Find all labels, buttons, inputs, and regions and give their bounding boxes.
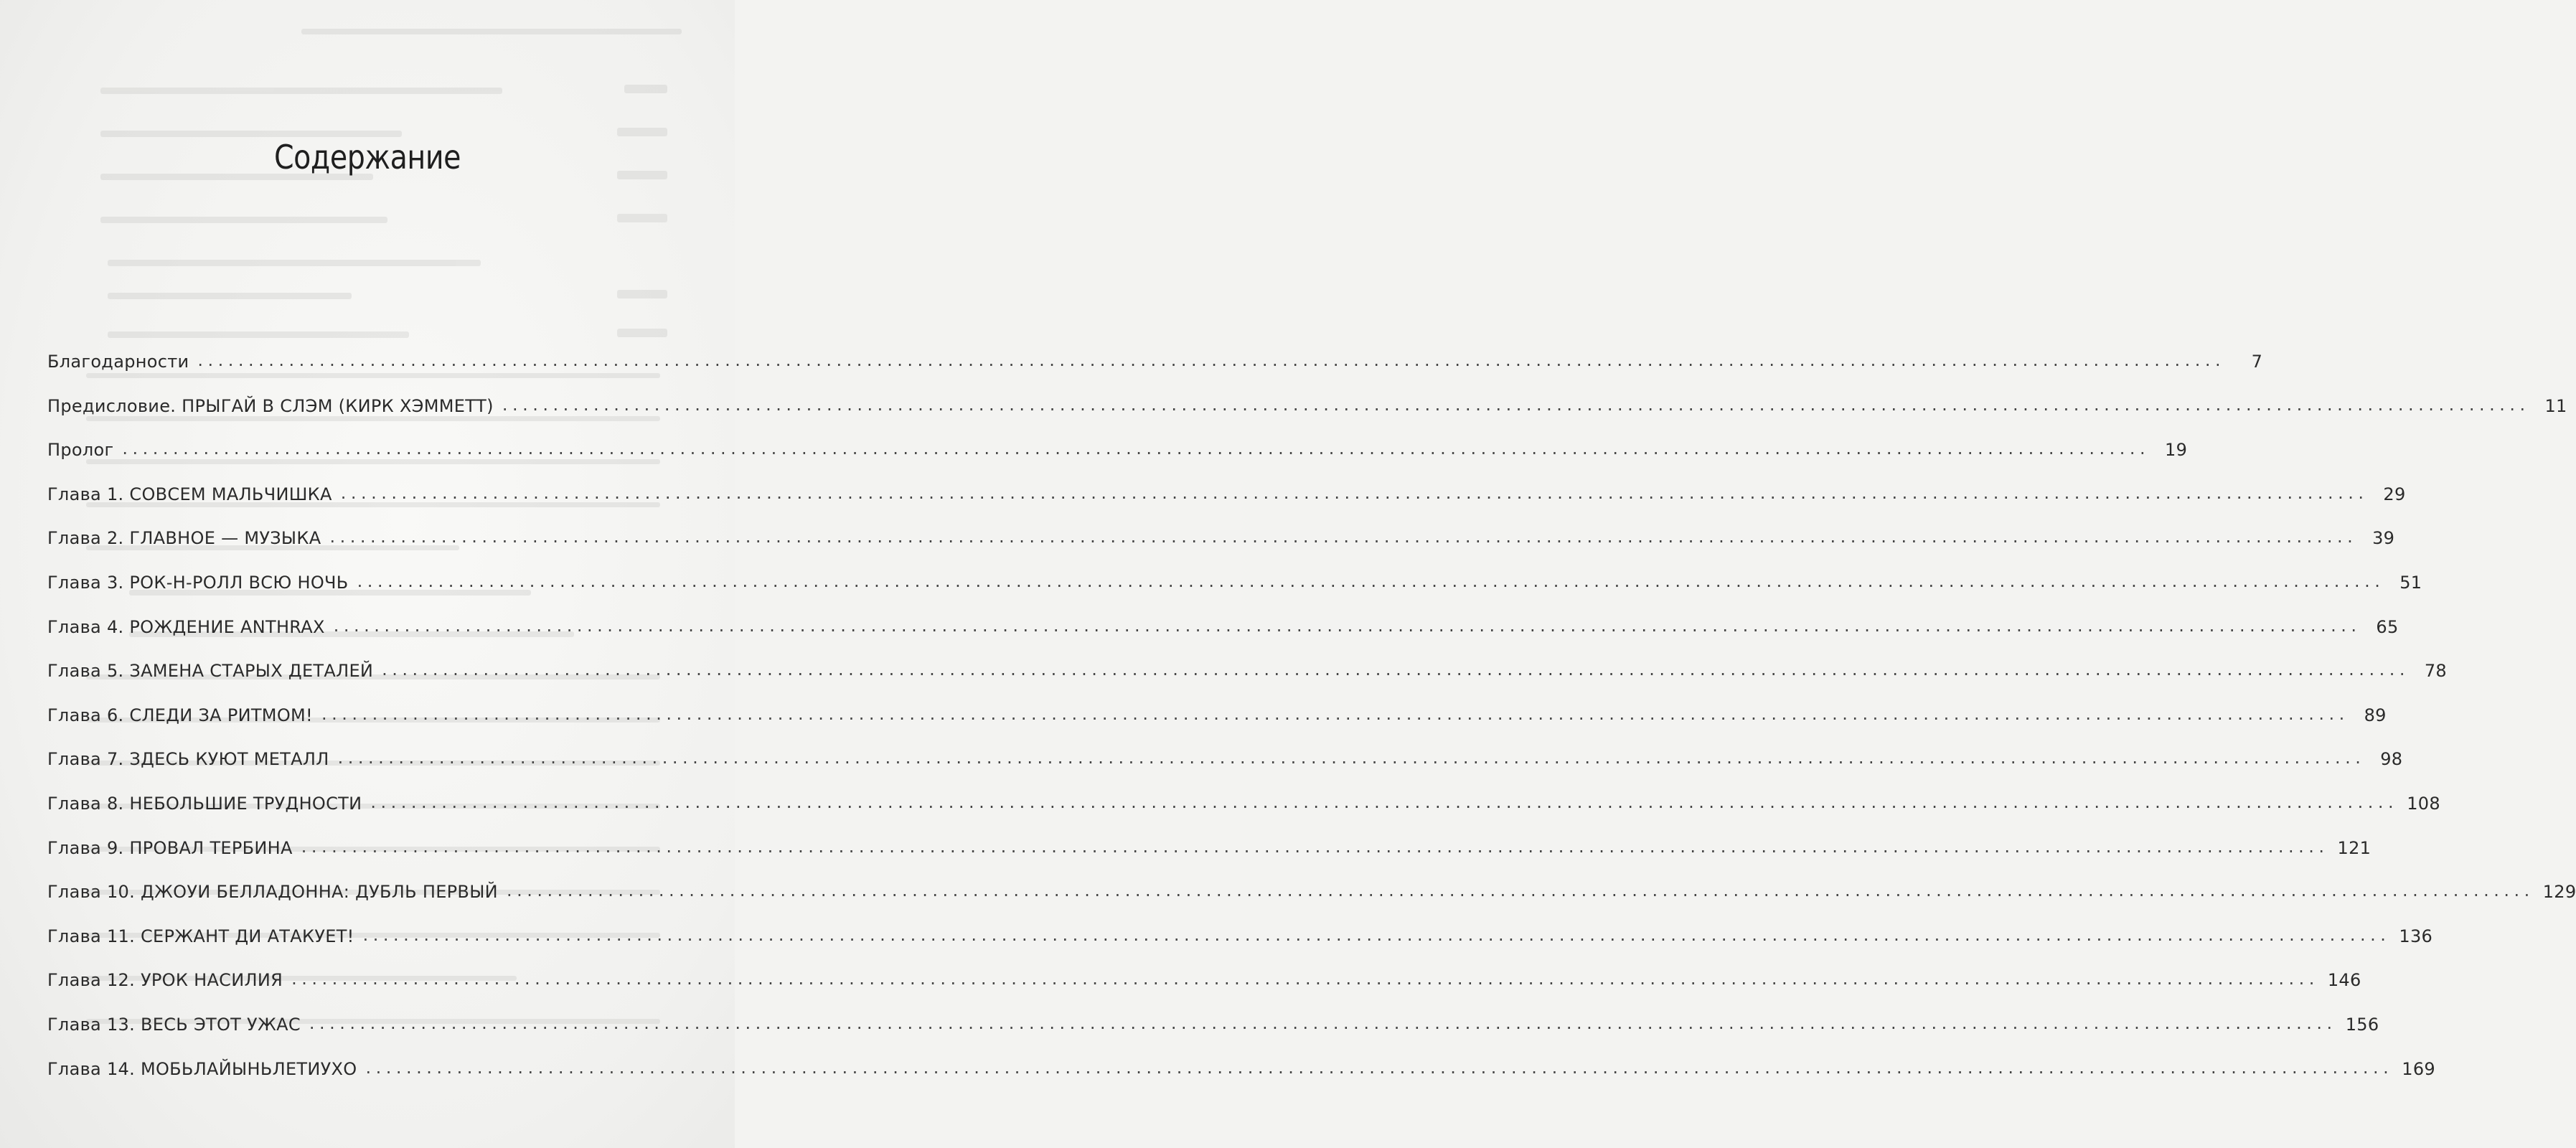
toc-dot-leader: ........................................................................................................................................................................................................ — [502, 394, 2530, 415]
toc-entry-title: Предисловие. ПРЫГАЙ В СЛЭМ (КИРК ХЭММЕТТ) — [47, 395, 494, 416]
toc-entry — [47, 438, 2188, 484]
toc-dot-leader: ........................................................................................................................................................................................................ — [340, 482, 2369, 503]
toc-entry-page: 19 — [2165, 440, 2188, 461]
toc-entry — [47, 1057, 2435, 1104]
toc-entry — [47, 570, 2422, 617]
toc-entry-title: Глава 8. НЕБОЛЬШИЕ ТРУДНОСТИ — [47, 793, 362, 814]
toc-entry-title: Глава 14. МОБЬЛАЙЫНЬЛЕТИУХО — [47, 1058, 357, 1079]
toc-entry-page: 169 — [2402, 1058, 2435, 1079]
toc-entry-title: Глава 10. ДЖОУИ БЕЛЛАДОННА: ДУБЛЬ ПЕРВЫЙ — [47, 882, 498, 903]
toc-entry-title: Глава 7. ЗДЕСЬ КУЮТ МЕТАЛЛ — [47, 749, 329, 770]
toc-entry — [47, 615, 2399, 662]
toc-entry-page: 98 — [2380, 749, 2403, 770]
toc-dot-leader: ........................................................................................................................................................................................................ — [309, 1012, 2337, 1033]
toc-dot-leader: ........................................................................................................................................................................................................ — [301, 836, 2329, 857]
toc-entry — [47, 924, 2433, 971]
toc-entry-page: 89 — [2364, 705, 2387, 725]
toc-entry-title: Глава 13. ВЕСЬ ЭТОТ УЖАС — [47, 1014, 301, 1035]
table-of-contents — [47, 350, 2576, 1103]
toc-entry-title: Глава 3. РОК-Н-РОЛЛ ВСЮ НОЧЬ — [47, 572, 349, 593]
toc-entry-page: 129 — [2542, 882, 2576, 903]
toc-entry — [47, 969, 2361, 1015]
toc-dot-leader: ........................................................................................................................................................................................................ — [357, 570, 2385, 591]
toc-entry — [47, 527, 2395, 573]
toc-entry — [47, 394, 2567, 441]
toc-entry — [47, 659, 2447, 705]
toc-entry-page: 51 — [2399, 572, 2422, 593]
toc-entry — [47, 880, 2576, 926]
toc-dot-leader: ........................................................................................................................................................................................................ — [329, 527, 2358, 547]
toc-entry — [47, 1012, 2379, 1059]
toc-entry-title: Глава 2. ГЛАВНОЕ — МУЗЫКА — [47, 528, 321, 549]
toc-entry-title: Глава 11. СЕРЖАНТ ДИ АТАКУЕТ! — [47, 926, 354, 946]
toc-dot-leader: ........................................................................................................................................................................................................ — [382, 659, 2410, 680]
toc-entry-title: Глава 9. ПРОВАЛ ТЕРБИНА — [47, 837, 293, 858]
toc-entry — [47, 703, 2387, 750]
toc-entry-page: 11 — [2544, 395, 2567, 416]
toc-dot-leader: ........................................................................................................................................................................................................ — [197, 350, 2226, 370]
toc-entry — [47, 482, 2406, 529]
toc-dot-leader: ........................................................................................................................................................................................................ — [122, 438, 2150, 459]
toc-entry-page: 146 — [2327, 970, 2361, 991]
toc-entry-title: Глава 1. СОВСЕМ МАЛЬЧИШКА — [47, 484, 332, 504]
toc-entry-title: Благодарности — [47, 352, 189, 372]
toc-dot-leader: ........................................................................................................................................................................................................ — [370, 791, 2399, 812]
toc-dot-leader: ........................................................................................................................................................................................................ — [321, 703, 2349, 724]
toc-entry-title: Глава 12. УРОК НАСИЛИЯ — [47, 970, 283, 991]
toc-dot-leader: ........................................................................................................................................................................................................ — [291, 969, 2319, 989]
toc-entry-page: 78 — [2424, 661, 2447, 682]
toc-dot-leader: ........................................................................................................................................................................................................ — [365, 1057, 2394, 1078]
toc-entry-page: 29 — [2383, 484, 2406, 504]
toc-entry-title: Глава 4. РОЖДЕНИЕ ANTHRAX — [47, 616, 325, 637]
toc-entry-page: 65 — [2376, 616, 2399, 637]
toc-dot-leader: ........................................................................................................................................................................................................ — [337, 748, 2366, 768]
toc-entry-title: Глава 6. СЛЕДИ ЗА РИТМОМ! — [47, 705, 313, 725]
toc-entry-page: 39 — [2372, 528, 2395, 549]
toc-entry-page: 156 — [2345, 1014, 2379, 1035]
toc-dot-leader: ........................................................................................................................................................................................................ — [506, 880, 2534, 901]
toc-dot-leader: ........................................................................................................................................................................................................ — [362, 924, 2391, 945]
toc-entry-title: Глава 5. ЗАМЕНА СТАРЫХ ДЕТАЛЕЙ — [47, 661, 374, 682]
page-title: Содержание — [273, 138, 461, 177]
toc-entry-page: 136 — [2399, 926, 2433, 946]
toc-entry — [47, 836, 2371, 883]
toc-entry — [47, 350, 2263, 396]
toc-entry-title: Пролог — [47, 440, 114, 461]
toc-entry — [47, 748, 2403, 794]
toc-entry-page: 121 — [2337, 837, 2371, 858]
toc-entry-page: 7 — [2251, 352, 2263, 372]
toc-entry — [47, 791, 2440, 838]
toc-entry-page: 108 — [2407, 793, 2440, 814]
toc-dot-leader: ........................................................................................................................................................................................................ — [333, 615, 2361, 636]
